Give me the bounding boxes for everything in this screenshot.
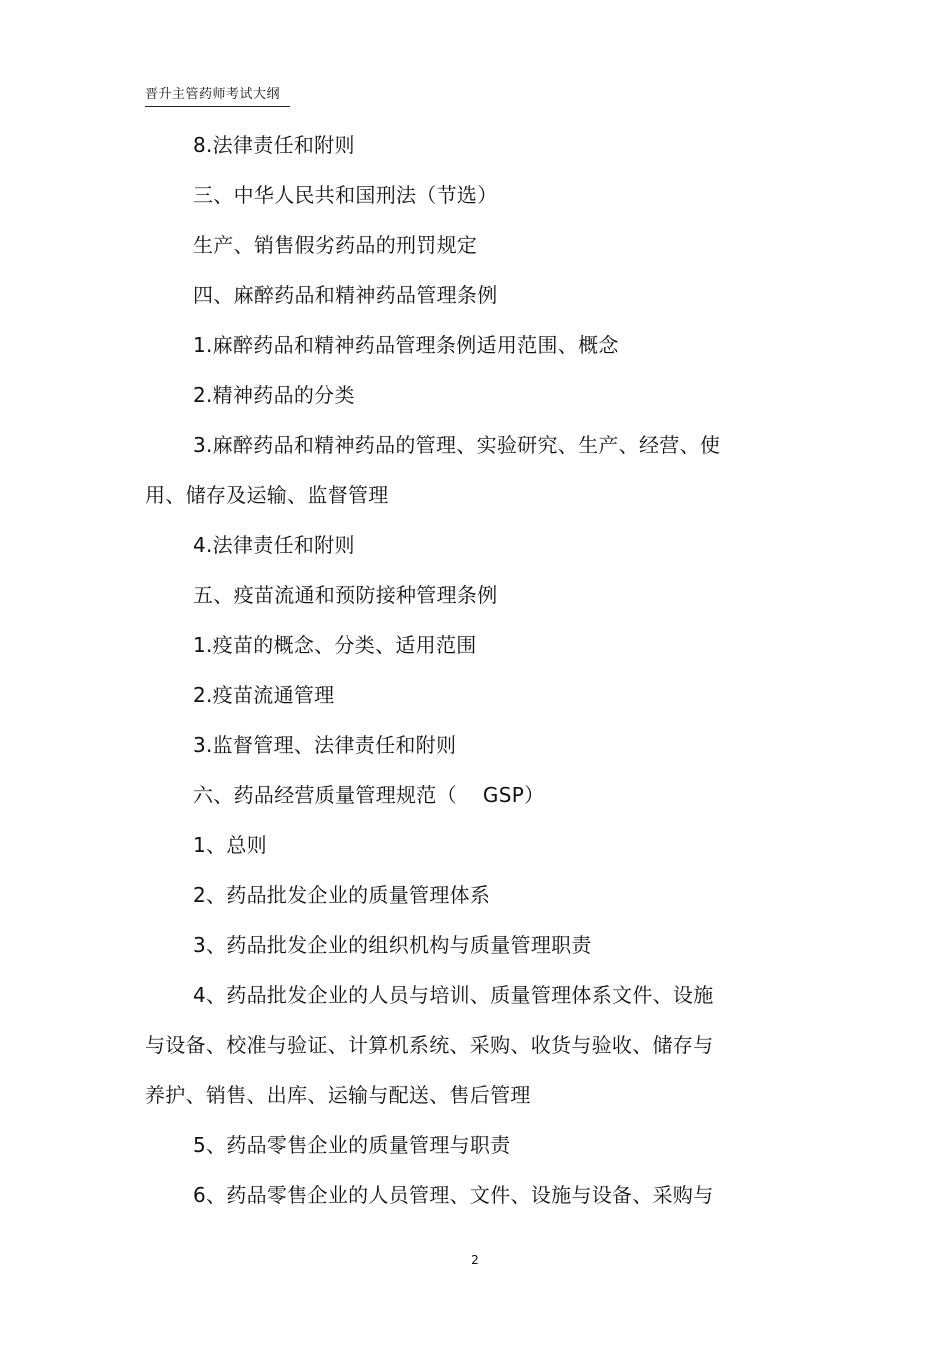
text-line: 3.麻醉药品和精神药品的管理、实验研究、生产、经营、使 (193, 433, 721, 457)
text-line: 1、总则 (193, 833, 267, 857)
section-heading (145, 770, 785, 820)
text-line: 3、药品批发企业的组织机构与质量管理职责 (193, 933, 592, 957)
section-heading: 五、疫苗流通和预防接种管理条例 (193, 583, 498, 607)
page-number: 2 (471, 1253, 479, 1267)
text-line: 1.麻醉药品和精神药品管理条例适用范围、概念 (193, 333, 619, 357)
abbreviation: GSP (482, 783, 525, 807)
closing-paren: ） (524, 783, 545, 807)
text-line-continuation: 用、储存及运输、监督管理 (145, 483, 389, 507)
text-line: 4.法律责任和附则 (193, 533, 355, 557)
text-line: 2.疫苗流通管理 (193, 683, 335, 707)
running-header: 晋升主管药师考试大纲 (145, 86, 290, 107)
text-line-continuation: 与设备、校准与验证、计算机系统、采购、收货与验收、储存与 (145, 1033, 714, 1057)
text-line: 2、药品批发企业的质量管理体系 (193, 883, 491, 907)
text-line: 6、药品零售企业的人员管理、文件、设施与设备、采购与 (193, 1183, 714, 1207)
text-line: 2.精神药品的分类 (193, 383, 355, 407)
section-heading: 三、中华人民共和国刑法（节选） (193, 183, 498, 207)
text-line: 1.疫苗的概念、分类、适用范围 (193, 633, 477, 657)
text-line-continuation: 养护、销售、出库、运输与配送、售后管理 (145, 1083, 531, 1107)
text-line: 生产、销售假劣药品的刑罚规定 (193, 233, 478, 257)
heading-text: 六、药品经营质量管理规范（ (193, 783, 457, 807)
text-line: 4、药品批发企业的人员与培训、质量管理体系文件、设施 (193, 983, 714, 1007)
text-line: 3.监督管理、法律责任和附则 (193, 733, 457, 757)
text-line: 8.法律责任和附则 (193, 133, 355, 157)
section-heading: 四、麻醉药品和精神药品管理条例 (193, 283, 498, 307)
document-body (145, 120, 785, 1220)
text-line: 5、药品零售企业的质量管理与职责 (193, 1133, 511, 1157)
